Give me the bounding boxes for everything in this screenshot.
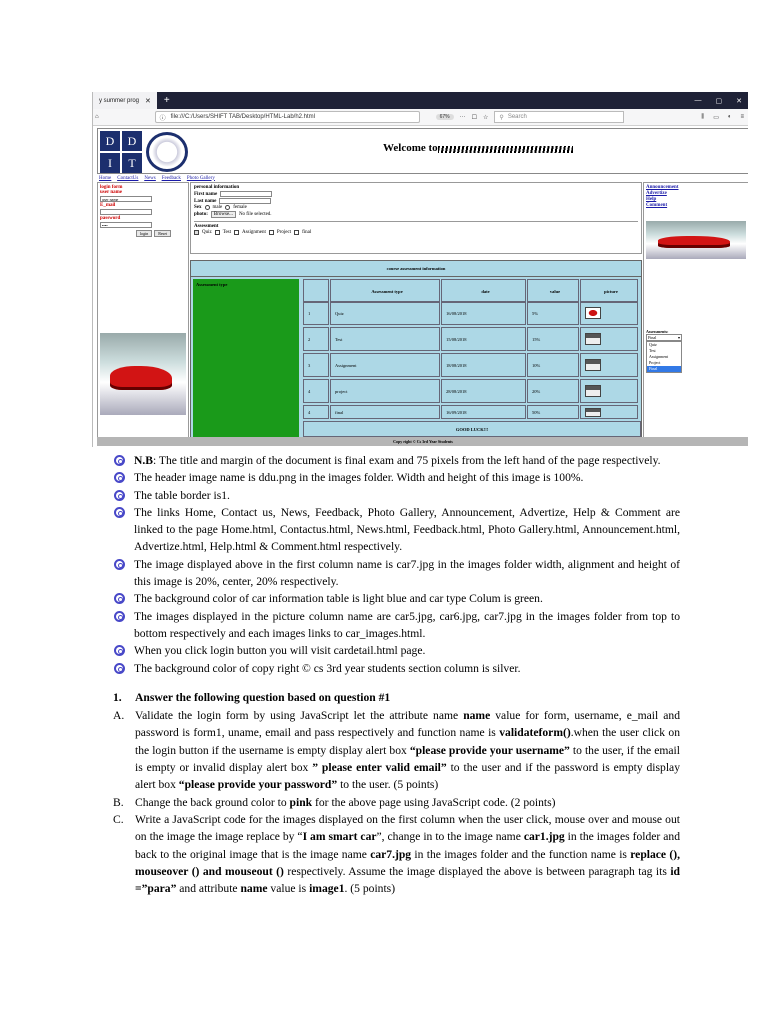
question-c: [108, 811, 680, 897]
header-cell: picture: [580, 279, 638, 303]
car7-thumbnail[interactable]: [585, 359, 601, 371]
password-input[interactable]: ••••: [100, 222, 152, 228]
dropdown-option[interactable]: Quiz: [649, 342, 657, 347]
table-header-row: [303, 279, 639, 303]
url-text: file:///C:/Users/SHIFT TAB/Desktop/HTML-Lab/h2.html: [170, 114, 316, 120]
left-column: [97, 182, 189, 440]
male-label: male: [212, 205, 223, 210]
assessments-dropdown: [646, 329, 682, 373]
close-window-icon[interactable]: ✕: [736, 97, 742, 105]
question-number: 1.: [113, 691, 122, 704]
cell-type: Quiz: [330, 301, 440, 325]
question-b: [108, 794, 680, 811]
bullet-icon: [114, 507, 125, 518]
cell-number: 4: [303, 379, 329, 403]
browser-tab-bar: [93, 92, 748, 109]
bullet-text: When you click login button you will visit cardetail.html page.: [134, 644, 426, 658]
dropdown-label: Assessments:: [646, 329, 669, 334]
list-item: [112, 504, 680, 556]
right-column: [643, 182, 748, 440]
photo-label: photo:: [194, 212, 208, 217]
item-marker: B.: [113, 796, 124, 809]
bullet-text: The images displayed in the picture column name are car5.jpg, car6.jpg, car7.jpg in the images folder from top to bottom respectively and each images links to car_images.html.: [134, 609, 680, 640]
cell-picture: [580, 301, 638, 325]
browse-button[interactable]: Browse...: [211, 211, 236, 218]
test-label: Test: [222, 230, 231, 235]
cell-date: 16/08/2018: [441, 301, 526, 325]
maximize-icon[interactable]: ▢: [715, 97, 723, 105]
list-item: [112, 590, 680, 607]
bullet-icon: [114, 490, 125, 501]
nav-link-feedback[interactable]: Feedback: [161, 175, 181, 181]
assessment-heading: Assessment: [194, 224, 219, 229]
male-radio[interactable]: [205, 205, 210, 210]
bullet-icon: [114, 593, 125, 604]
quiz-checkbox[interactable]: [194, 230, 199, 235]
redaction-scribble: [438, 146, 573, 153]
text-part: name: [463, 709, 491, 722]
password-label: password: [100, 216, 121, 221]
cell-number: 3: [303, 353, 329, 377]
list-item: [112, 556, 680, 591]
female-radio[interactable]: [225, 205, 230, 210]
bullet-icon: [114, 455, 125, 466]
logo-letter: T: [122, 153, 142, 173]
car-thumbnail[interactable]: [585, 408, 601, 417]
login-buttons: [136, 230, 186, 237]
personal-info-heading: personal information: [194, 185, 240, 190]
info-icon: ⓘ: [159, 115, 166, 122]
text-part: to the user and if the password is empty display alert box: [135, 760, 681, 792]
list-item: [112, 642, 680, 659]
dropdown-option[interactable]: Assignment: [649, 354, 669, 359]
text-part: car7.jpg: [370, 847, 412, 861]
good-luck-footer: GOOD LUCK!!!: [303, 421, 641, 437]
text-part: ” please enter valid email”: [312, 760, 447, 774]
assessment-type-column: [193, 279, 299, 439]
text-part: and attribute: [176, 882, 241, 896]
bullet-icon: [114, 472, 125, 483]
header-cell: date: [441, 279, 526, 303]
cell-number: 2: [303, 327, 329, 351]
table-row: [303, 379, 639, 403]
toolbar-icons: [701, 114, 748, 121]
text-part: Change the back ground color to: [135, 796, 290, 809]
cell-date: 18/08/2018: [441, 353, 526, 377]
cell-type: project: [330, 379, 440, 403]
cell-number: 4: [303, 405, 329, 419]
project-checkbox[interactable]: [269, 230, 274, 235]
personal-info-section: [190, 182, 642, 254]
username-label: user name: [100, 190, 122, 195]
browser-nav-bar: [93, 109, 748, 126]
text-part: .when the user click on the login button if the username is empty display alert box: [135, 726, 680, 757]
cell-number: 1: [303, 301, 329, 325]
ddit-logo: [100, 131, 142, 173]
list-item: [112, 452, 680, 469]
car6-thumbnail[interactable]: [585, 333, 601, 345]
university-seal: [146, 132, 188, 172]
text-part: validateform(): [499, 726, 571, 740]
login-form: [98, 183, 188, 239]
car5-thumbnail[interactable]: [585, 307, 601, 319]
sex-label: Sex: [194, 205, 202, 210]
cell-picture: [580, 327, 638, 351]
list-item: [112, 660, 680, 677]
cell-type: Test: [330, 327, 440, 351]
header-cell: value: [527, 279, 579, 303]
web-page: [97, 128, 748, 182]
welcome-title: Welcome to: [383, 142, 438, 154]
table-row: [303, 405, 639, 419]
text-part: respectively. Assume the image displayed the above is between paragraph tag its: [283, 864, 671, 878]
cell-value: 20%: [527, 379, 579, 403]
bookmark-star-icon[interactable]: ☆: [483, 114, 489, 121]
dropdown-option-selected[interactable]: Final: [647, 366, 681, 372]
link-advertize[interactable]: Advertize: [646, 191, 667, 196]
final-checkbox[interactable]: [294, 230, 299, 235]
car7-image[interactable]: [100, 333, 186, 415]
right-car-image: [646, 221, 746, 259]
pocket-icon[interactable]: ☐: [471, 114, 478, 121]
bullet-text: The links Home, Contact us, News, Feedback, Photo Gallery, Announcement, Advertize, Help & Comment are linked to the page Home.html, Contactus.html, News.html, Feedback.html, Photo Gallery.html, Announcement.html, Advertize.html, Help.html & Comment.html respectively.: [134, 505, 680, 554]
bullet-text: The background color of copy right © cs 3rd year students section column is silver.: [134, 661, 521, 675]
page-header: [97, 128, 748, 174]
logo-letter: D: [100, 131, 120, 151]
assignment-label: Assignment: [242, 230, 266, 235]
more-icon[interactable]: ···: [459, 114, 466, 120]
email-input[interactable]: [100, 209, 152, 215]
list-item: [112, 608, 680, 643]
text-part: image1: [309, 882, 345, 896]
zoom-level[interactable]: 67%: [436, 114, 454, 120]
test-checkbox[interactable]: [215, 230, 220, 235]
chevron-down-icon: ▾: [677, 335, 680, 340]
text-part: name: [240, 882, 268, 896]
text-part: to the user. (5 points): [337, 778, 439, 792]
last-name-input[interactable]: [219, 198, 271, 204]
question-title: Answer the following question based on question #1: [135, 691, 391, 704]
close-tab-icon[interactable]: ✕: [145, 97, 151, 105]
bullet-text: : The title and margin of the document is final exam and 75 pixels from the left hand of the page respectively.: [153, 454, 661, 467]
last-name-label: Last name: [194, 198, 217, 204]
list-item: [112, 469, 680, 486]
cell-picture: [580, 405, 638, 419]
first-name-label: First name: [194, 191, 218, 197]
cell-date: 16/09/2018: [441, 405, 526, 419]
link-announcement[interactable]: Announcement: [646, 185, 679, 190]
nav-link-news[interactable]: News: [144, 175, 156, 181]
table-row: [303, 353, 639, 377]
text-part: “please provide your username”: [409, 743, 570, 757]
no-file-text: No file selected.: [238, 212, 272, 217]
text-part: car1.jpg: [523, 830, 565, 844]
header-cell: Assessment type: [330, 279, 440, 303]
cell-type: final: [330, 405, 440, 419]
new-tab-icon[interactable]: +: [163, 95, 170, 106]
right-links: [644, 183, 748, 211]
window-controls: [695, 97, 749, 105]
bullet-icon: [114, 663, 125, 674]
text-part: I am smart car: [302, 830, 377, 844]
cell-value: 50%: [527, 405, 579, 419]
requirements-list: [112, 452, 680, 677]
logo-letter: I: [100, 153, 120, 173]
logo-letter: D: [122, 131, 142, 151]
female-label: female: [233, 205, 247, 210]
copyright-bar: Copy right © Cs 3rd Year Students: [97, 437, 748, 446]
list-item: [112, 487, 680, 504]
cell-value: 10%: [527, 353, 579, 377]
assignment-checkbox[interactable]: [234, 230, 239, 235]
text-part: for the above page using JavaScript code. (2 points): [312, 796, 556, 809]
dropdown-option[interactable]: Project: [649, 360, 661, 365]
nav-link-home[interactable]: Home: [99, 175, 112, 181]
link-comment[interactable]: Comment: [646, 203, 668, 208]
text-part: value is: [267, 882, 310, 896]
item-marker: C.: [113, 813, 124, 826]
table-row: [303, 301, 639, 325]
text-part: id =”para”: [135, 864, 680, 896]
text-part: Validate the login form by using JavaScript let the attribute name: [135, 709, 464, 722]
bullet-icon: [114, 611, 125, 622]
final-label: final: [302, 230, 312, 235]
dropdown-option[interactable]: Test: [649, 348, 656, 353]
cell-value: 15%: [527, 327, 579, 351]
bullet-icon: [114, 559, 125, 570]
url-bar[interactable]: [155, 111, 420, 123]
project-label: Project: [276, 230, 292, 235]
nav-link-contactus[interactable]: ContactUs: [117, 175, 139, 181]
question-a: [108, 707, 680, 793]
text-part: pink: [289, 796, 313, 809]
bullet-text: The header image name is ddu.png in the images folder. Width and height of this image is 100%.: [134, 471, 584, 485]
home-icon[interactable]: ⌂: [95, 114, 99, 120]
username-input[interactable]: user name: [100, 196, 152, 202]
bullet-icon: [114, 645, 125, 656]
search-icon: ⚲: [499, 114, 504, 121]
cell-picture: [580, 379, 638, 403]
bullet-text: The background color of car information table is light blue and car type Colum is green.: [134, 592, 543, 606]
top-nav-links: [97, 174, 748, 182]
text-part: in the images folder and back to the original image that is the image name: [135, 830, 680, 861]
text-part: . (5 points): [344, 882, 396, 896]
embedded-browser-screenshot: [92, 92, 748, 447]
tab-title: y summer prog: [99, 97, 140, 104]
cell-date: 15/08/2018: [441, 327, 526, 351]
search-box[interactable]: [494, 111, 624, 123]
quiz-label: Quiz: [202, 230, 212, 235]
text-part: “please provide your password”: [178, 778, 338, 792]
green-column-header: Assessment type: [196, 282, 228, 287]
cell-picture: [580, 353, 638, 377]
login-form-label: login form: [100, 185, 123, 190]
table-title: course assessment information: [191, 261, 641, 277]
text-part: replace (), mouseover () and mouseout (): [135, 847, 680, 878]
link-help[interactable]: Help: [646, 197, 657, 202]
question-heading: [108, 689, 680, 706]
dropdown-options: [646, 341, 682, 373]
car-info-table: [190, 260, 642, 440]
minimize-icon[interactable]: —: [694, 96, 702, 104]
menu-icon[interactable]: ≡: [740, 113, 744, 120]
text-part: to the user, if the email is empty or invalid display alert box: [135, 743, 680, 774]
text-part: in the images folder and the function name is: [411, 847, 631, 861]
browser-tab[interactable]: [93, 92, 157, 109]
nav-link-photo-gallery[interactable]: Photo Gallery: [186, 175, 215, 181]
search-placeholder: Search: [507, 114, 527, 120]
text-part: Write a JavaScript code for the images displayed on the first column when the user click, mouse over and mouse out on the image the image replace by “: [135, 813, 680, 844]
car-thumbnail[interactable]: [585, 385, 601, 397]
middle-column: [190, 182, 642, 446]
library-icon[interactable]: ⫼: [701, 113, 705, 120]
cell-value: 5%: [527, 301, 579, 325]
extension-icon[interactable]: ◐: [727, 113, 732, 120]
login-button[interactable]: login: [136, 230, 152, 237]
nb-label: N.B: [134, 454, 154, 467]
first-name-input[interactable]: [220, 191, 272, 197]
cell-type: Assignment: [330, 353, 440, 377]
assessments-select[interactable]: [646, 334, 682, 341]
text-part: ”, change in to the image name: [376, 830, 524, 844]
bullet-text: The table border is1.: [134, 488, 230, 502]
reset-button[interactable]: Reset: [154, 230, 171, 237]
item-marker: A.: [113, 709, 125, 722]
sidebar-icon[interactable]: ▭: [713, 114, 719, 121]
cell-date: 28/08/2018: [441, 379, 526, 403]
text-part: value for form, username, e_mail and password is form1, uname, email and pass respectively and function name is: [135, 709, 681, 740]
selected-value: Final: [648, 335, 657, 340]
email-label: E_mail: [100, 203, 116, 208]
header-cell: [303, 279, 329, 303]
bullet-text: The image displayed above in the first column name is car7.jpg in the images folder width, alignment and height of this image is 20%, center, 20% respectively.: [134, 557, 680, 589]
table-row: [303, 327, 639, 351]
